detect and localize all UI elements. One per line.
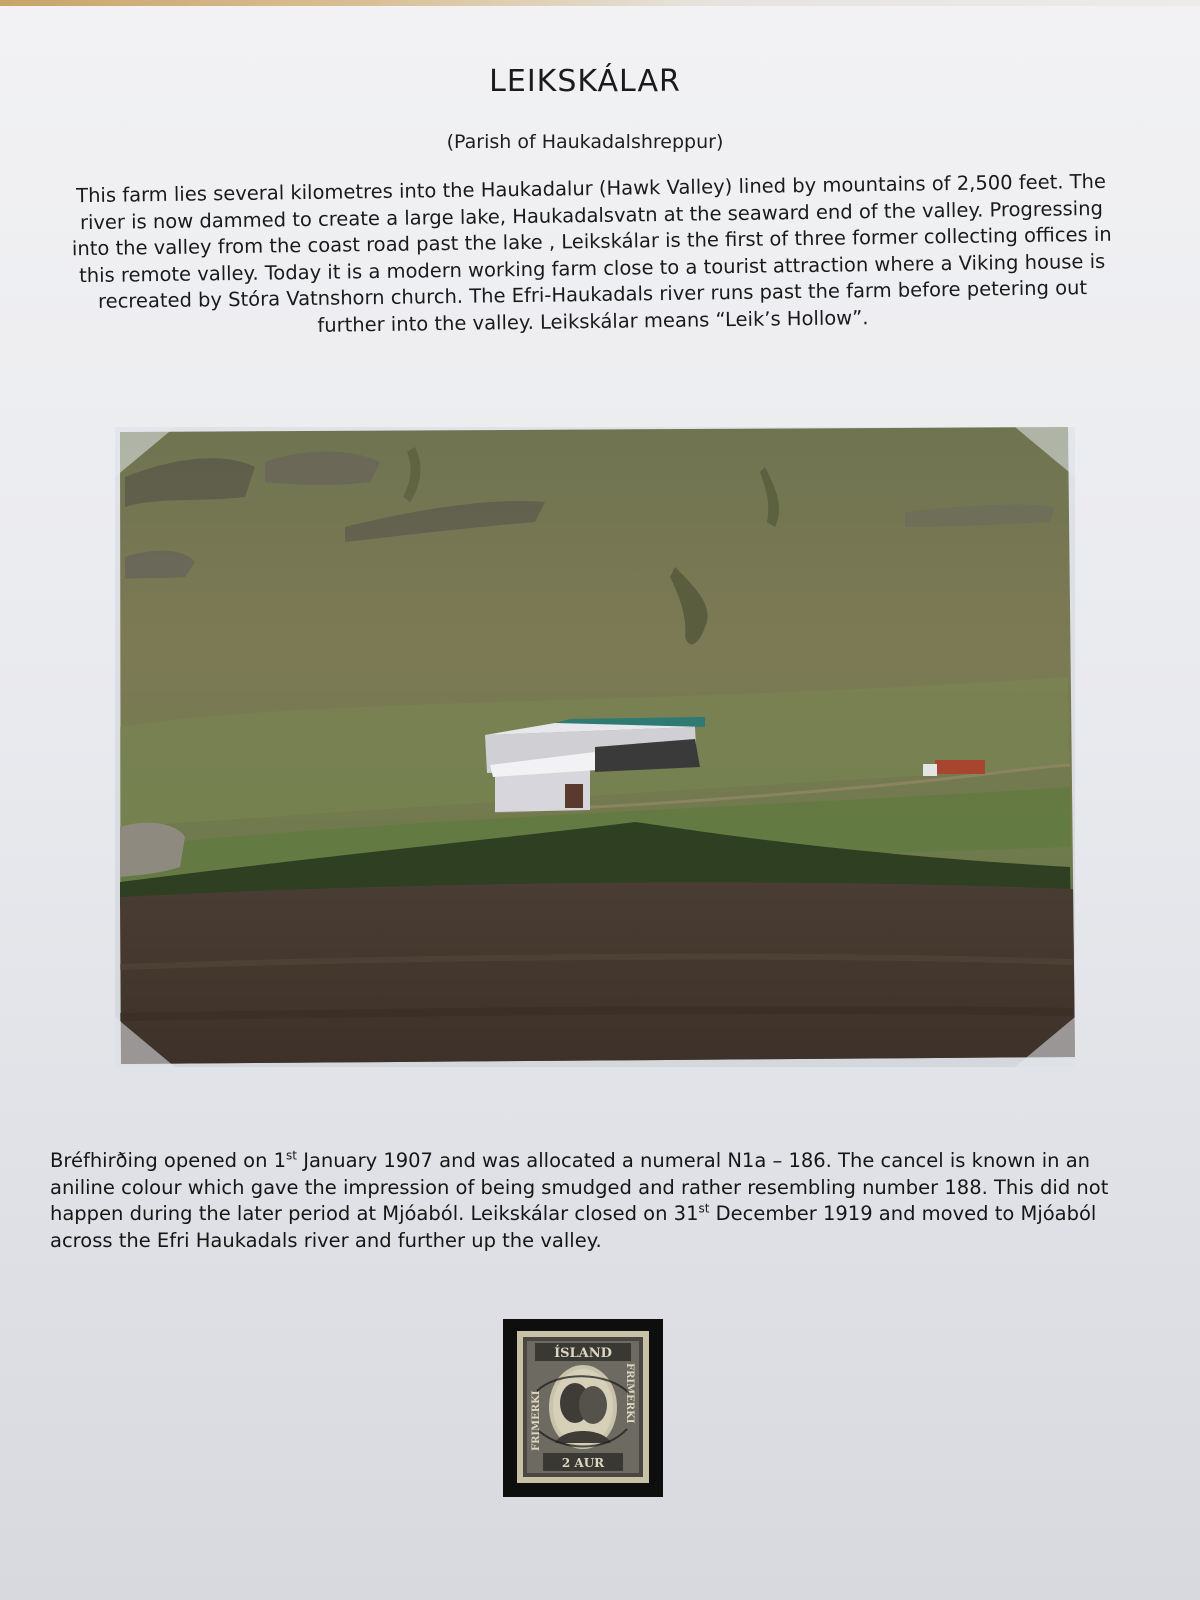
page-subtitle: (Parish of Haukadalshreppur)	[446, 131, 724, 153]
stamp-side-text-left: FRIMERKI	[531, 1390, 542, 1451]
page-top-edge	[0, 0, 1200, 6]
postage-stamp	[517, 1331, 649, 1483]
stamp-bottom-text: 2 AUR	[561, 1456, 605, 1470]
stamp-side-text-right: FRIMERKI	[624, 1363, 635, 1424]
intro-paragraph: This farm lies several kilometres into the Haukadalur (Hawk Valley) lined by mountains of 2,500 feet. The river is now dammed to create a large lake, Haukadalsvatn at the seaward end of the valley. Progressing into the valley from the coast road past the lake , Leikskálar is the first of three former collecting offices in this remote valley. Today it is a modern working farm close to a tourist attraction where a Viking house is recreated by Stóra Vatnshorn church. The Efri-Haukadals river runs past the farm before petering out further into the valley. Leikskálar means “Leik’s Hollow”.	[71, 169, 1112, 337]
history-text-2: January 1907 and was allocated a numeral N1a – 186. The cancel is known in an aniline colour which gave the impression of being smudged and rather resembling number 188. This did not happen during the later period at Mjóaból. Leikskálar closed on 31	[50, 1149, 1109, 1225]
stamp-top-text: ÍSLAND	[554, 1346, 612, 1361]
farm-photo-image	[115, 427, 1075, 1067]
history-paragraph	[50, 1148, 1140, 1254]
stamp-mount	[503, 1319, 663, 1497]
ordinal-suffix-2: st	[698, 1201, 710, 1216]
stamp-image	[517, 1331, 649, 1483]
ordinal-suffix-1: st	[286, 1148, 298, 1163]
farm-photograph	[115, 427, 1075, 1067]
history-text-3: December 1919 and moved to Mjóaból across the Efri Haukadals river and further up the valley.	[50, 1202, 1097, 1252]
page-title: LEIKSKÁLAR	[489, 64, 681, 99]
history-text-1: Bréfhirðing opened on 1	[50, 1149, 287, 1172]
